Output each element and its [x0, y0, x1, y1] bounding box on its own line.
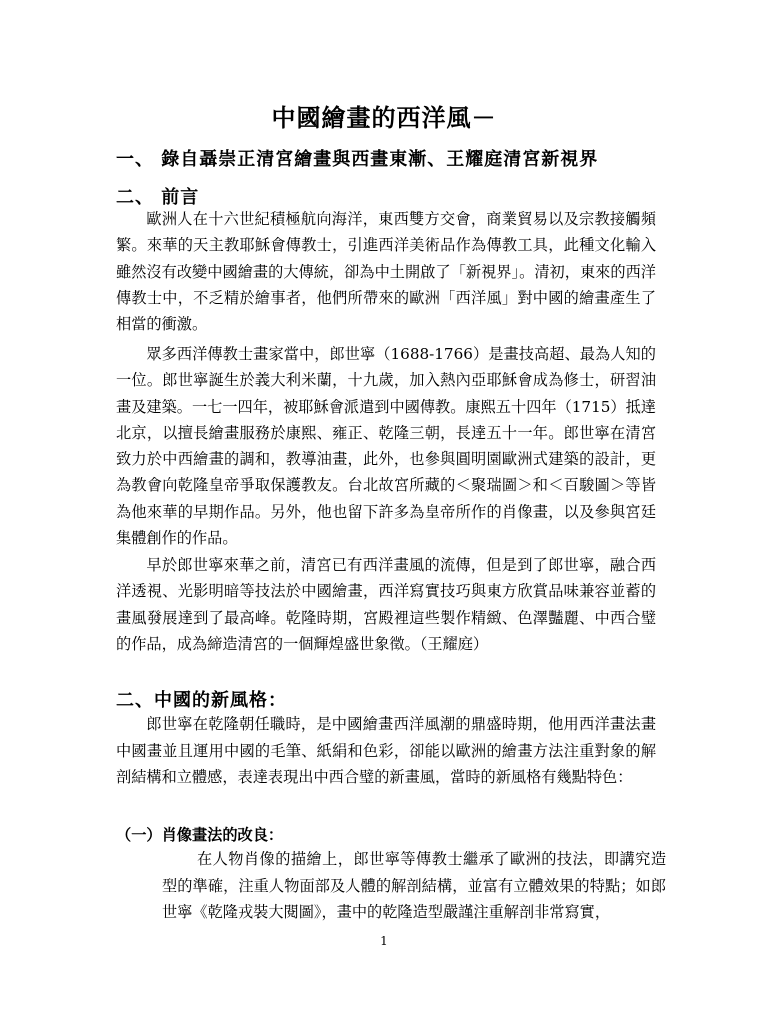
preface-paragraph: 眾多西洋傳教士畫家當中，郎世寧（1688-1766）是畫技高超、最為人知的一位。郎世寧誕生於義大利米蘭，十九歲，加入熱內亞耶穌會成為修士，研習油畫及建築。一七一四年，被耶穌會派遣到中國傳教。康熙五十四年（1715）抵達北京，以擅長繪畫服務於康熙、雍正、乾隆三朝，長達五十一年。郎世寧在清宮致力於中西繪畫的調和，教導油畫，此外，也參與圓明園歐洲式建築的設計，更為教會向乾隆皇帝爭取保護教友。台北故宮所藏的＜聚瑞圖＞和＜百駿圖＞等皆為他來華的早期作品。另外，他也留下許多為皇帝所作的肖像畫，以及參與宮廷集體創作的作品。 — [116, 345, 656, 548]
source-heading: 一、 錄自聶崇正清宮繪畫與西畫東漸、王耀庭清宮新視界 — [116, 149, 599, 170]
document-title: 中國繪畫的西洋風－ — [271, 103, 497, 132]
new-style-paragraph: 郎世寧在乾隆朝任職時，是中國繪畫西洋風潮的鼎盛時期，他用西洋畫法畫中國畫並且運用中國的毛筆、紙絹和色彩，卻能以歐洲的繪畫方法注重對象的解剖結構和立體感，表達表現出中西合璧的新畫風，當時的新風格有幾點特色： — [116, 715, 656, 786]
page-number: 1 — [380, 934, 388, 948]
preface-paragraph: 早於郎世寧來華之前，清宮已有西洋畫風的流傳，但是到了郎世寧，融合西洋透視、光影明暗等技法於中國繪畫，西洋寫實技巧與東方欣賞品味兼容並蓄的畫風發展達到了最高峰。乾隆時期，宮殿裡這些製作精緻、色澤豔麗、中西合璧的作品，成為締造清宮的一個輝煌盛世象徵。（王耀庭） — [116, 556, 656, 653]
subsection-paragraph: 在人物肖像的描繪上，郎世寧等傳教士繼承了歐洲的技法，即講究造型的準確，注重人物面部及人體的解剖結構，並富有立體效果的特點；如郎世寧《乾隆戎裝大閱圖》，畫中的乾隆造型嚴謹注重解剖非常寫實， — [162, 850, 666, 921]
subsection-heading: （一）肖像畫法的改良： — [116, 826, 284, 844]
new-style-heading: 二、中國的新風格： — [116, 690, 287, 711]
preface-heading: 二、 前言 — [116, 187, 200, 208]
preface-paragraph: 歐洲人在十六世紀積極航向海洋，東西雙方交會，商業貿易以及宗教接觸頻繁。來華的天主教耶穌會傳教士，引進西洋美術品作為傳教工具，此種文化輸入雖然沒有改變中國繪畫的大傳統，卻為中土開啟了「新視界」。清初，東來的西洋傳教士中，不乏精於繪事者，他們所帶來的歐洲「西洋風」對中國的繪畫產生了相當的衝激。 — [116, 210, 656, 334]
